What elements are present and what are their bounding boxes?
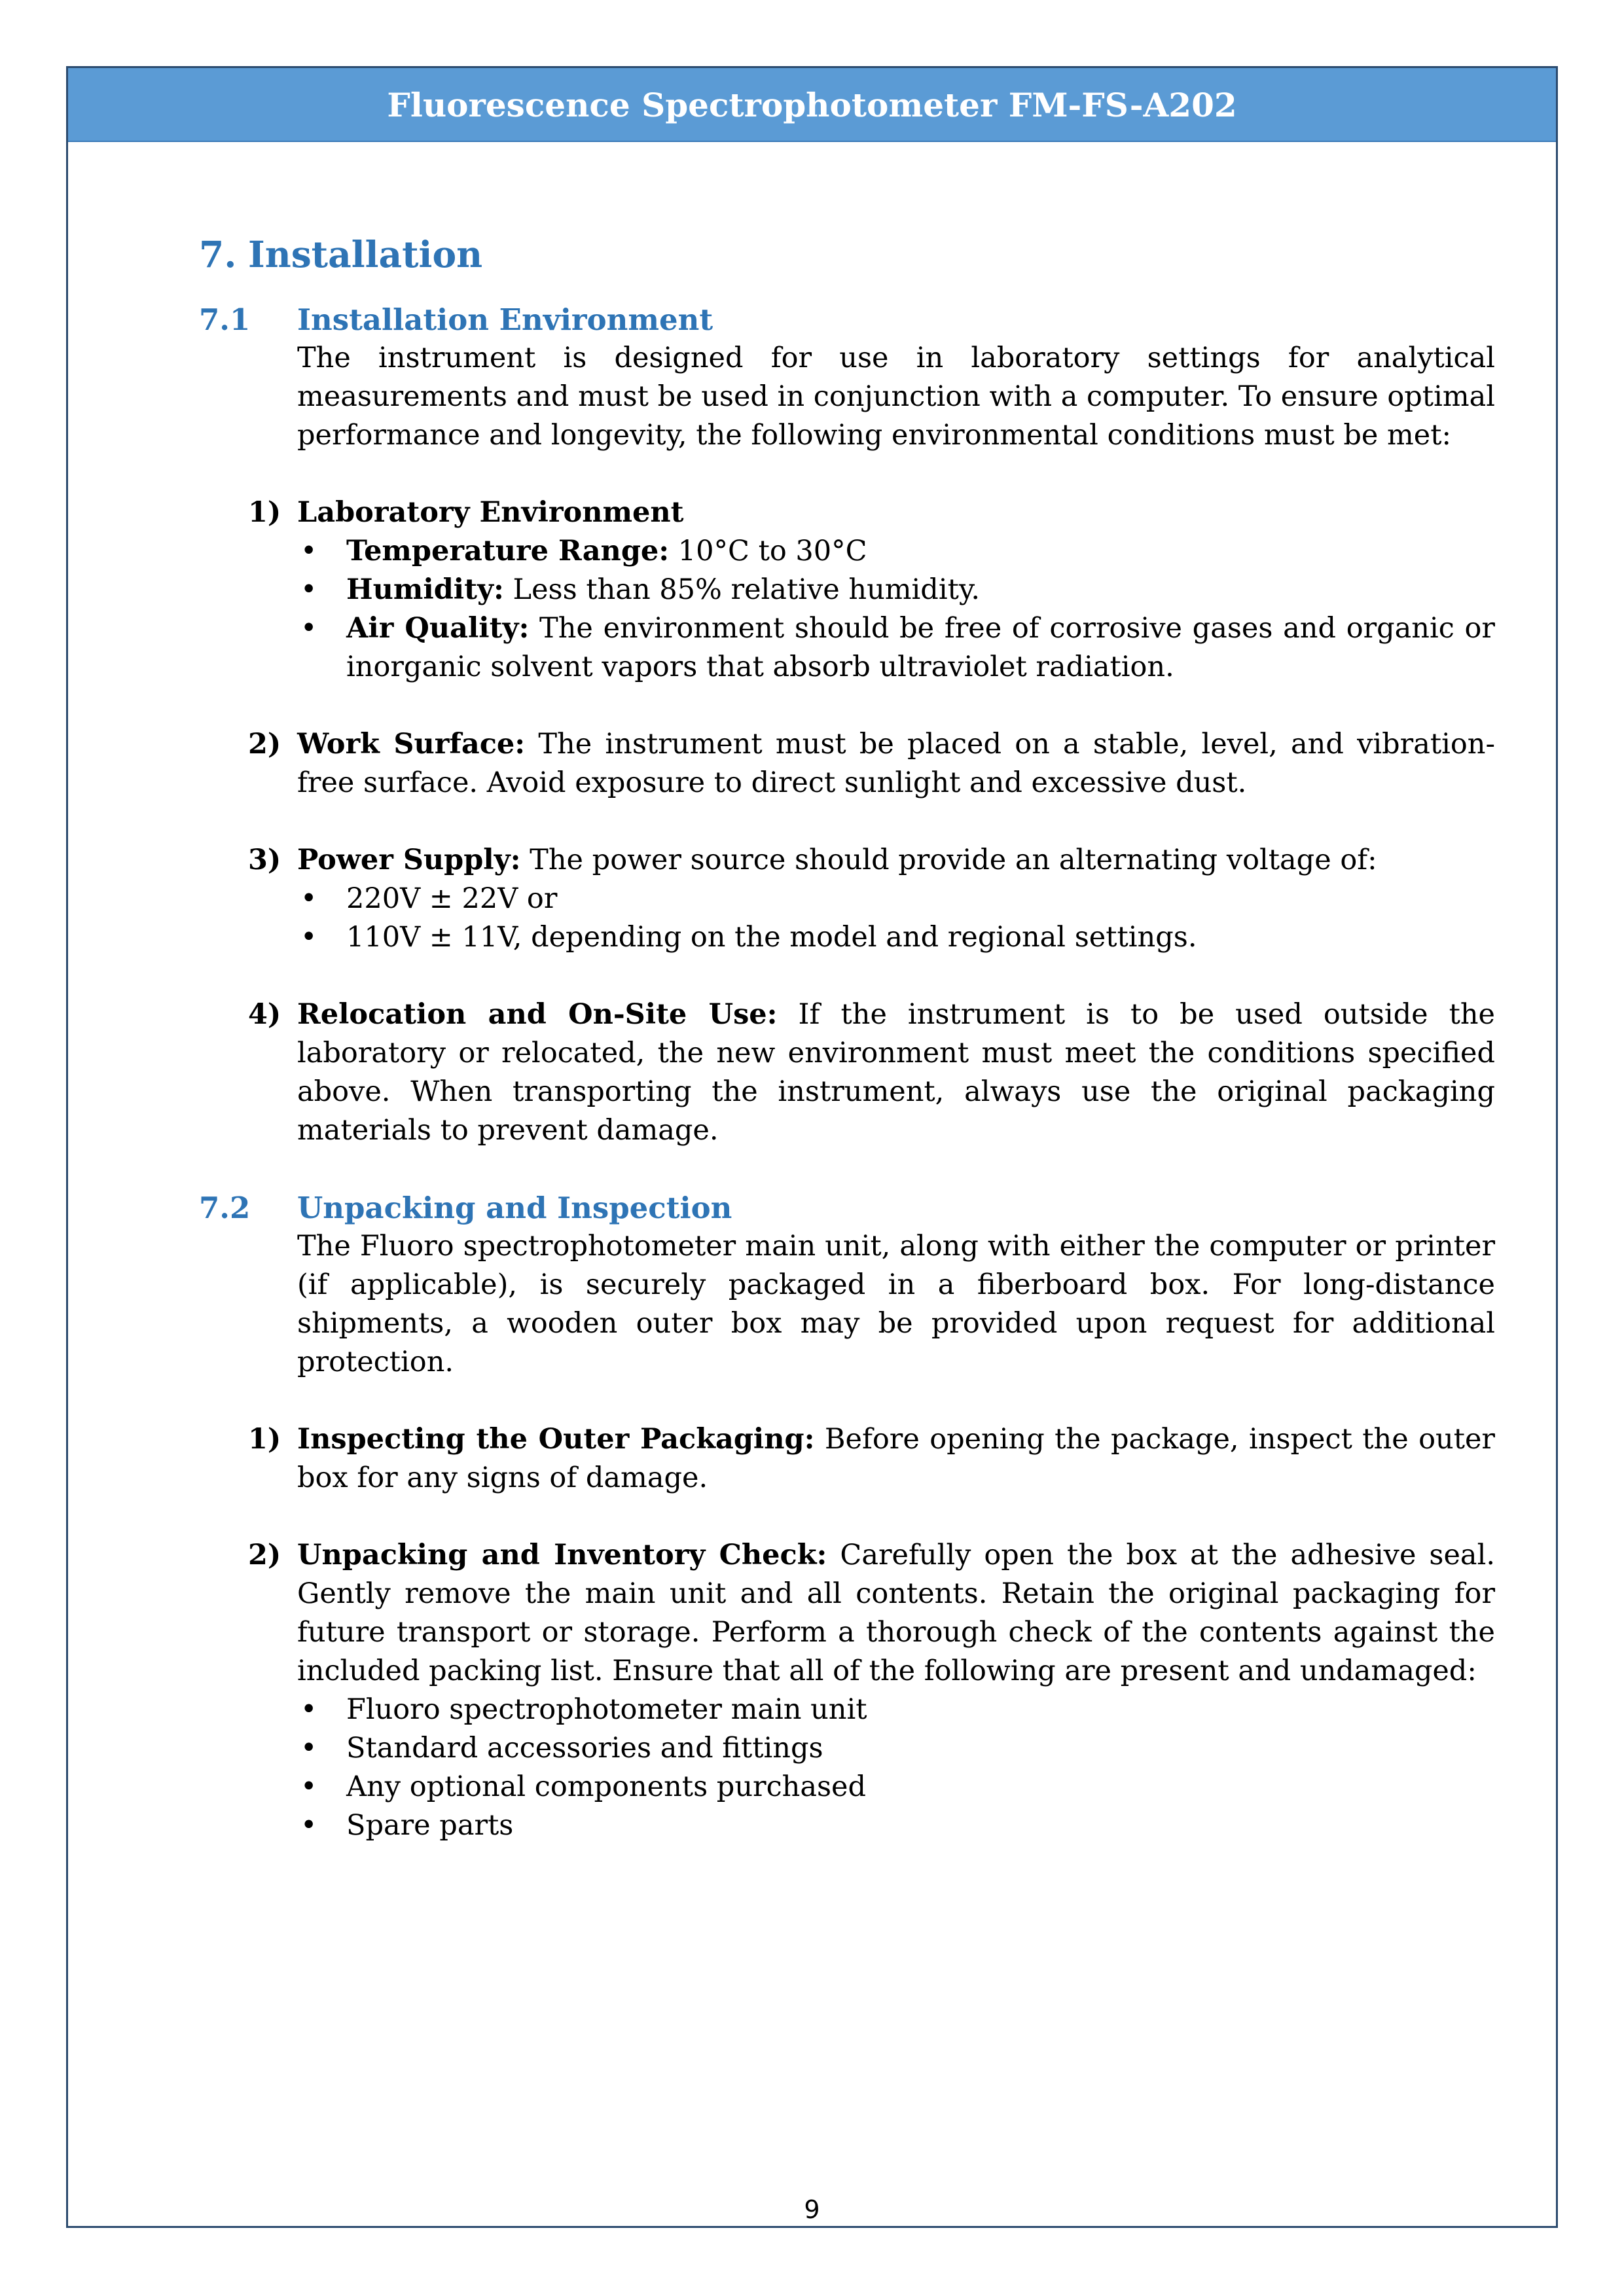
subsection-number: 7.2 (199, 1191, 251, 1225)
page-content (199, 232, 1495, 1845)
subsection-heading-7-2 (199, 1189, 1495, 1227)
bullet-icon: • (300, 1732, 317, 1765)
list-item (248, 725, 1495, 802)
list-item (248, 493, 1495, 532)
bullet-label: Humidity: (346, 573, 504, 606)
item-label: Power Supply: (297, 844, 521, 876)
bullet-item (297, 571, 1495, 609)
bullet-item (297, 1691, 1495, 1729)
item-number: 3) (248, 844, 281, 876)
subsection-intro: The Fluoro spectrophotometer main unit, along with either the computer or printer (if applicable), is securely packaged in a fiberboard box. For long-distance shipments, a wooden outer box may be provided upon request for additional protection. (297, 1230, 1495, 1378)
subsection-heading-7-1 (199, 300, 1495, 339)
bullet-text: Standard accessories and fittings (346, 1732, 823, 1765)
item-number: 1) (248, 1423, 281, 1456)
bullet-icon: • (300, 882, 317, 915)
bullet-text: The environment should be free of corrosive gases and organic or inorganic solvent vapors that absorb ultraviolet radiation. (346, 612, 1495, 683)
bullet-icon: • (300, 535, 317, 567)
bullet-text: Spare parts (346, 1809, 514, 1842)
bullet-text: 220V ± 22V or (346, 882, 558, 915)
subsection-title: Unpacking and Inspection (297, 1191, 732, 1225)
page-number: 9 (804, 2195, 820, 2224)
item-label: Inspecting the Outer Packaging: (297, 1423, 815, 1456)
section-title: Installation (248, 233, 483, 276)
bullet-text: Fluoro spectrophotometer main unit (346, 1693, 867, 1726)
subsection-title: Installation Environment (297, 302, 713, 337)
item-number: 2) (248, 1539, 281, 1571)
document-title: Fluorescence Spectrophotometer FM-FS-A202 (387, 86, 1237, 124)
document-header (68, 68, 1556, 142)
bullet-list (297, 532, 1495, 687)
list-item (248, 1536, 1495, 1691)
bullet-icon: • (300, 573, 317, 606)
bullet-item (297, 918, 1495, 957)
bullet-icon: • (300, 612, 317, 645)
bullet-text: Any optional components purchased (346, 1770, 867, 1803)
section-number: 7. (199, 233, 237, 276)
bullet-icon: • (300, 1770, 317, 1803)
bullet-item (297, 1729, 1495, 1768)
subsection-number: 7.1 (199, 302, 251, 337)
bullet-list (297, 1691, 1495, 1845)
item-number: 4) (248, 998, 281, 1031)
list-item (248, 996, 1495, 1150)
list-item (248, 1420, 1495, 1498)
section-heading (199, 232, 1495, 278)
item-number: 2) (248, 728, 281, 761)
bullet-icon: • (300, 1693, 317, 1726)
bullet-item (297, 1806, 1495, 1845)
page-frame (66, 66, 1558, 2228)
item-label: Work Surface: (297, 728, 526, 761)
bullet-item (297, 1768, 1495, 1806)
item-label: Unpacking and Inventory Check: (297, 1539, 827, 1571)
bullet-icon: • (300, 921, 317, 954)
item-label: Laboratory Environment (297, 496, 684, 529)
item-text: Carefully open the box at the adhesive seal. Gently remove the main unit and all contents. Retain the original packaging for future transport or storage. Perform a thorough check of the contents against the included packing list. Ensure that all of the following are present and undamaged: (297, 1539, 1495, 1687)
bullet-icon: • (300, 1809, 317, 1842)
bullet-text: Less than 85% relative humidity. (503, 573, 981, 606)
item-text: Before opening the package, inspect the outer box for any signs of damage. (297, 1423, 1495, 1494)
subsection-intro: The instrument is designed for use in laboratory settings for analytical measurements and must be used in conjunction with a computer. To ensure optimal performance and longevity, the following environmental conditions must be met: (297, 342, 1495, 452)
bullet-item (297, 609, 1495, 687)
item-number: 1) (248, 496, 281, 529)
item-text: The instrument must be placed on a stable, level, and vibration-free surface. Avoid exposure to direct sunlight and excessive dust. (297, 728, 1495, 799)
item-text: The power source should provide an alternating voltage of: (520, 844, 1377, 876)
bullet-label: Temperature Range: (346, 535, 670, 567)
bullet-text: 10°C to 30°C (669, 535, 867, 567)
bullet-label: Air Quality: (346, 612, 530, 645)
bullet-text: 110V ± 11V, depending on the model and regional settings. (346, 921, 1197, 954)
item-text: If the instrument is to be used outside the laboratory or relocated, the new environment must meet the conditions specified above. When transporting the instrument, always use the original packaging materials to prevent damage. (297, 998, 1495, 1147)
bullet-item (297, 880, 1495, 918)
bullet-item (297, 532, 1495, 571)
item-label: Relocation and On-Site Use: (297, 998, 778, 1031)
list-item (248, 841, 1495, 880)
bullet-list (297, 880, 1495, 957)
